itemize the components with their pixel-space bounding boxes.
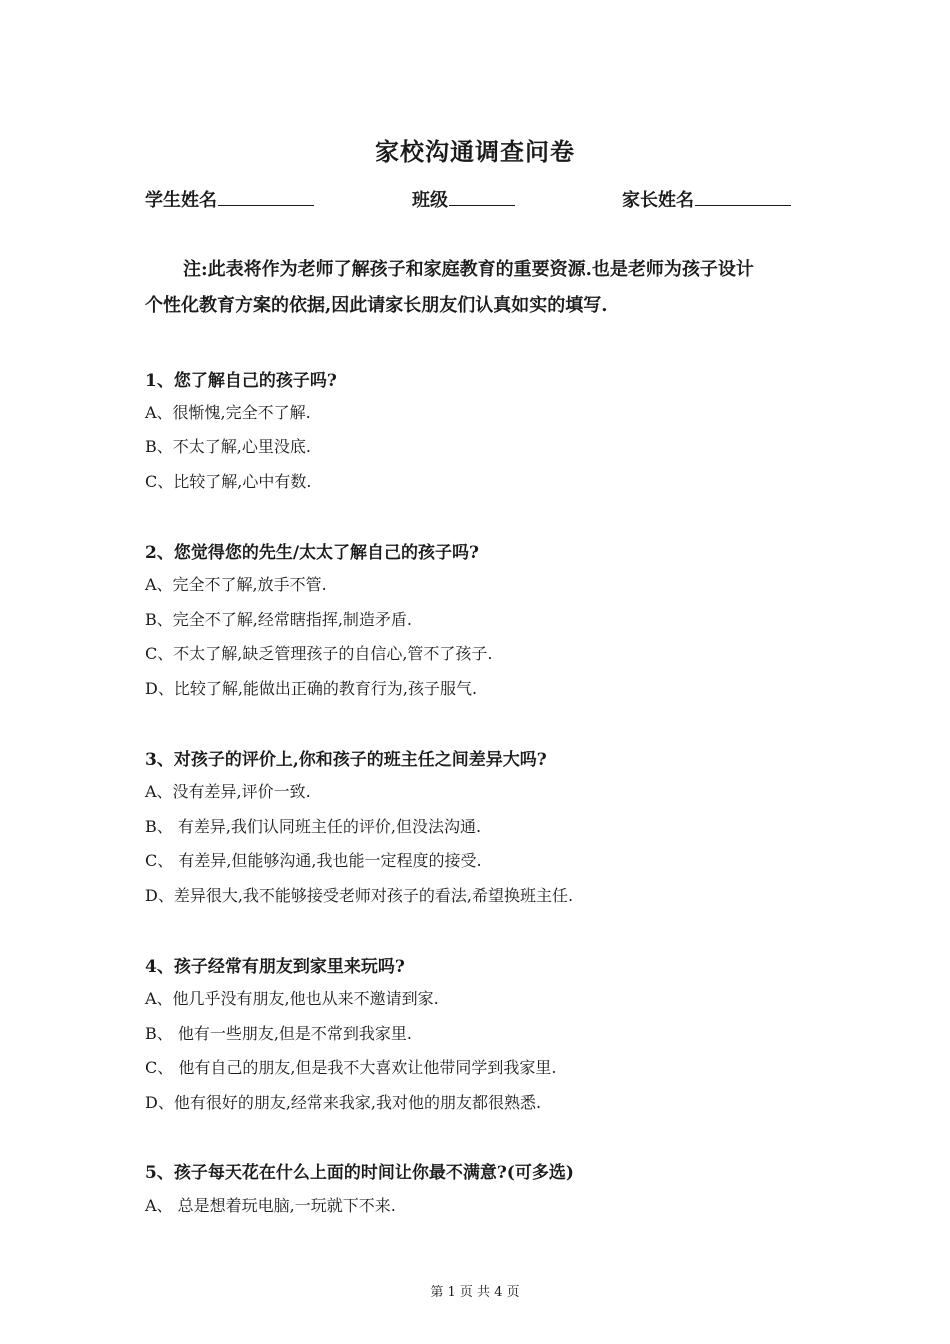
- question-2-title: 2、您觉得您的先生/太太了解自己的孩子吗?: [145, 543, 479, 563]
- question-4-title: 4、孩子经常有朋友到家里来玩吗?: [145, 957, 405, 977]
- question-4-option-a: A、他几乎没有朋友,他也从来不邀请到家.: [145, 989, 439, 1008]
- student-name-blank: [218, 187, 314, 206]
- page-footer: 第 1 页 共 4 页: [430, 1285, 520, 1300]
- question-3-option-d: D、差异很大,我不能够接受老师对孩子的看法,希望换班主任.: [145, 886, 574, 905]
- question-2-option-c: C、不太了解,缺乏管理孩子的自信心,管不了孩子.: [145, 644, 493, 663]
- class-blank: [449, 187, 515, 206]
- info-row: [0, 186, 950, 214]
- note-paragraph: [145, 252, 805, 324]
- question-1-option-a: A、很惭愧,完全不了解.: [145, 403, 311, 422]
- question-1-option-b: B、不太了解,心里没底.: [145, 437, 311, 456]
- question-3-title: 3、对孩子的评价上,你和孩子的班主任之间差异大吗?: [145, 750, 547, 770]
- question-4-option-c: C、 他有自己的朋友,但是我不大喜欢让他带同学到我家里.: [145, 1058, 557, 1077]
- question-4-option-d: D、他有很好的朋友,经常来我家,我对他的朋友都很熟悉.: [145, 1093, 542, 1112]
- question-3-option-a: A、没有差异,评价一致.: [145, 782, 311, 801]
- question-1-title: 1、您了解自己的孩子吗?: [145, 371, 337, 391]
- question-2-option-d: D、比较了解,能做出正确的教育行为,孩子服气.: [145, 679, 478, 698]
- parent-name-blank: [695, 187, 791, 206]
- note-line-1: 注:此表将作为老师了解孩子和家庭教育的重要资源.也是老师为孩子设计: [183, 259, 754, 280]
- question-2-option-b: B、完全不了解,经常瞎指挥,制造矛盾.: [145, 610, 413, 629]
- document-title: 家校沟通调查问卷: [375, 137, 575, 166]
- question-4-option-b: B、 他有一些朋友,但是不常到我家里.: [145, 1024, 413, 1043]
- question-1-option-c: C、比较了解,心中有数.: [145, 472, 312, 491]
- parent-name-label: 家长姓名: [622, 190, 694, 211]
- student-name-label: 学生姓名: [145, 190, 217, 211]
- class-label: 班级: [412, 190, 448, 211]
- class-field: [412, 186, 515, 212]
- question-5-option-a: A、 总是想着玩电脑,一玩就下不来.: [145, 1196, 396, 1215]
- student-name-field: [145, 186, 314, 212]
- question-3-option-c: C、 有差异,但能够沟通,我也能一定程度的接受.: [145, 851, 482, 870]
- parent-name-field: [622, 186, 791, 212]
- note-line-2: 个性化教育方案的依据,因此请家长朋友们认真如实的填写.: [145, 295, 608, 316]
- question-2-option-a: A、完全不了解,放手不管.: [145, 575, 327, 594]
- question-3-option-b: B、 有差异,我们认同班主任的评价,但没法沟通.: [145, 817, 482, 836]
- question-5-title: 5、孩子每天花在什么上面的时间让你最不满意?(可多选): [145, 1163, 574, 1183]
